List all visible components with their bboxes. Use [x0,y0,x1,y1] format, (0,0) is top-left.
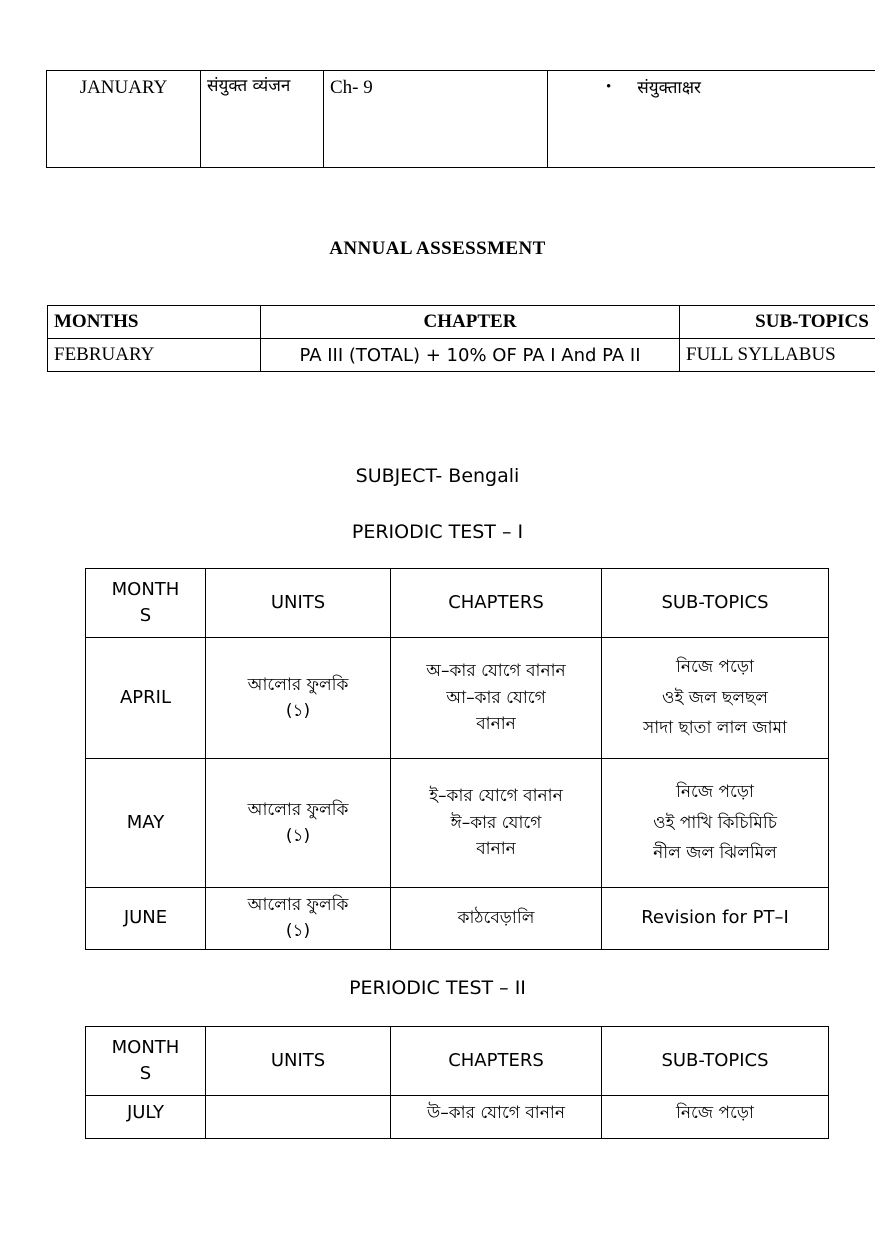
table-row [47,71,875,168]
header-units: UNITS [206,1027,391,1096]
cell-month: JULY [86,1096,206,1139]
unit-line1: আলোর ফুলকি [247,799,349,820]
cell-month: MAY [86,759,206,888]
sub-topic-item: নিজে পড়ো [676,657,754,678]
table-row [48,339,875,372]
cell-unit [206,888,391,950]
header-sub-topics: SUB-TOPICS [602,569,829,638]
chapter-line2: ঈ–কার যোগে [450,812,542,833]
header-months: MONTHS [48,306,261,339]
sub-topic-item: নীল জল ঝিলমিল [653,843,777,864]
chapter-line3: বানান [476,714,516,735]
cell-month: FEBRUARY [48,339,261,372]
cell-month: APRIL [86,638,206,759]
unit-line1: আলোর ফুলকি [247,895,349,915]
cell-sub-topics [602,638,829,759]
unit-line2: (১) [285,921,311,942]
header-months [86,1027,206,1096]
header-sub-topics: SUB-TOPICS [602,1027,829,1096]
cell-sub-topics: নিজে পড়ো [602,1096,829,1139]
bullet-icon: • [606,79,612,95]
sub-topic-item: সাদা ছাতা লাল জামা [643,718,787,739]
cell-month: JANUARY [47,71,201,168]
cell-chapter: কাঠবেড়ালি [391,888,602,950]
header-months-line2: S [139,605,152,626]
cell-sub-topics [602,759,829,888]
unit-line1: আলোর ফুলকি [247,674,349,695]
table-header-row [48,306,875,339]
header-chapters: CHAPTERS [391,569,602,638]
subject-heading: SUBJECT- Bengali [355,465,520,487]
table-row [86,1096,829,1139]
cell-unit: संयुक्त व्यंजन [201,71,324,168]
table-header-row [86,569,829,638]
header-months [86,569,206,638]
unit-line2: (১) [285,826,311,846]
cell-chapter [391,759,602,888]
header-sub-topics: SUB-TOPICS [680,306,875,339]
cell-chapter: PA III (TOTAL) + 10% OF PA I And PA II [261,339,680,372]
periodic-test-1-heading: PERIODIC TEST – I [351,521,524,543]
annual-assessment-heading: ANNUAL ASSESSMENT [329,238,546,259]
periodic-test-2-table [85,1026,829,1139]
table-row [86,638,829,759]
header-months-line2: S [139,1063,152,1084]
table-row [86,888,829,950]
cell-unit [206,759,391,888]
bullet-label: संयुक्ताक्षर [637,78,701,98]
cell-chapter: Ch- 9 [324,71,548,168]
periodic-test-2-heading: PERIODIC TEST – II [349,977,526,999]
sub-topic-item: ওই জল ছলছল [662,687,768,708]
header-months-line1: MONTH [111,578,180,600]
table-header-row [86,1027,829,1096]
header-chapter: CHAPTER [261,306,680,339]
header-chapters: CHAPTERS [391,1027,602,1096]
chapter-line2: আ–কার যোগে [446,687,546,708]
cell-sub-topics: FULL SYLLABUS [680,339,875,372]
january-schedule-table [46,70,875,168]
cell-unit [206,1096,391,1139]
cell-chapter: উ–কার যোগে বানান [391,1096,602,1139]
chapter-line1: অ–কার যোগে বানান [426,661,566,682]
cell-unit [206,638,391,759]
cell-sub-topics [548,71,875,168]
table-row [86,759,829,888]
chapter-line1: ই–কার যোগে বানান [429,786,563,807]
cell-month: JUNE [86,888,206,950]
cell-chapter [391,638,602,759]
chapter-line3: বানান [476,839,516,860]
periodic-test-1-table [85,568,829,950]
bullet-list-item [554,77,875,99]
annual-assessment-table [47,305,875,372]
sub-topic-item: ওই পাখি কিচিমিচি [653,812,777,833]
unit-line2: (১) [285,701,311,721]
sub-topic-item: নিজে পড়ো [676,782,754,803]
header-months-line1: MONTH [111,1036,180,1058]
header-units: UNITS [206,569,391,638]
cell-sub-topics: Revision for PT–I [602,888,829,950]
